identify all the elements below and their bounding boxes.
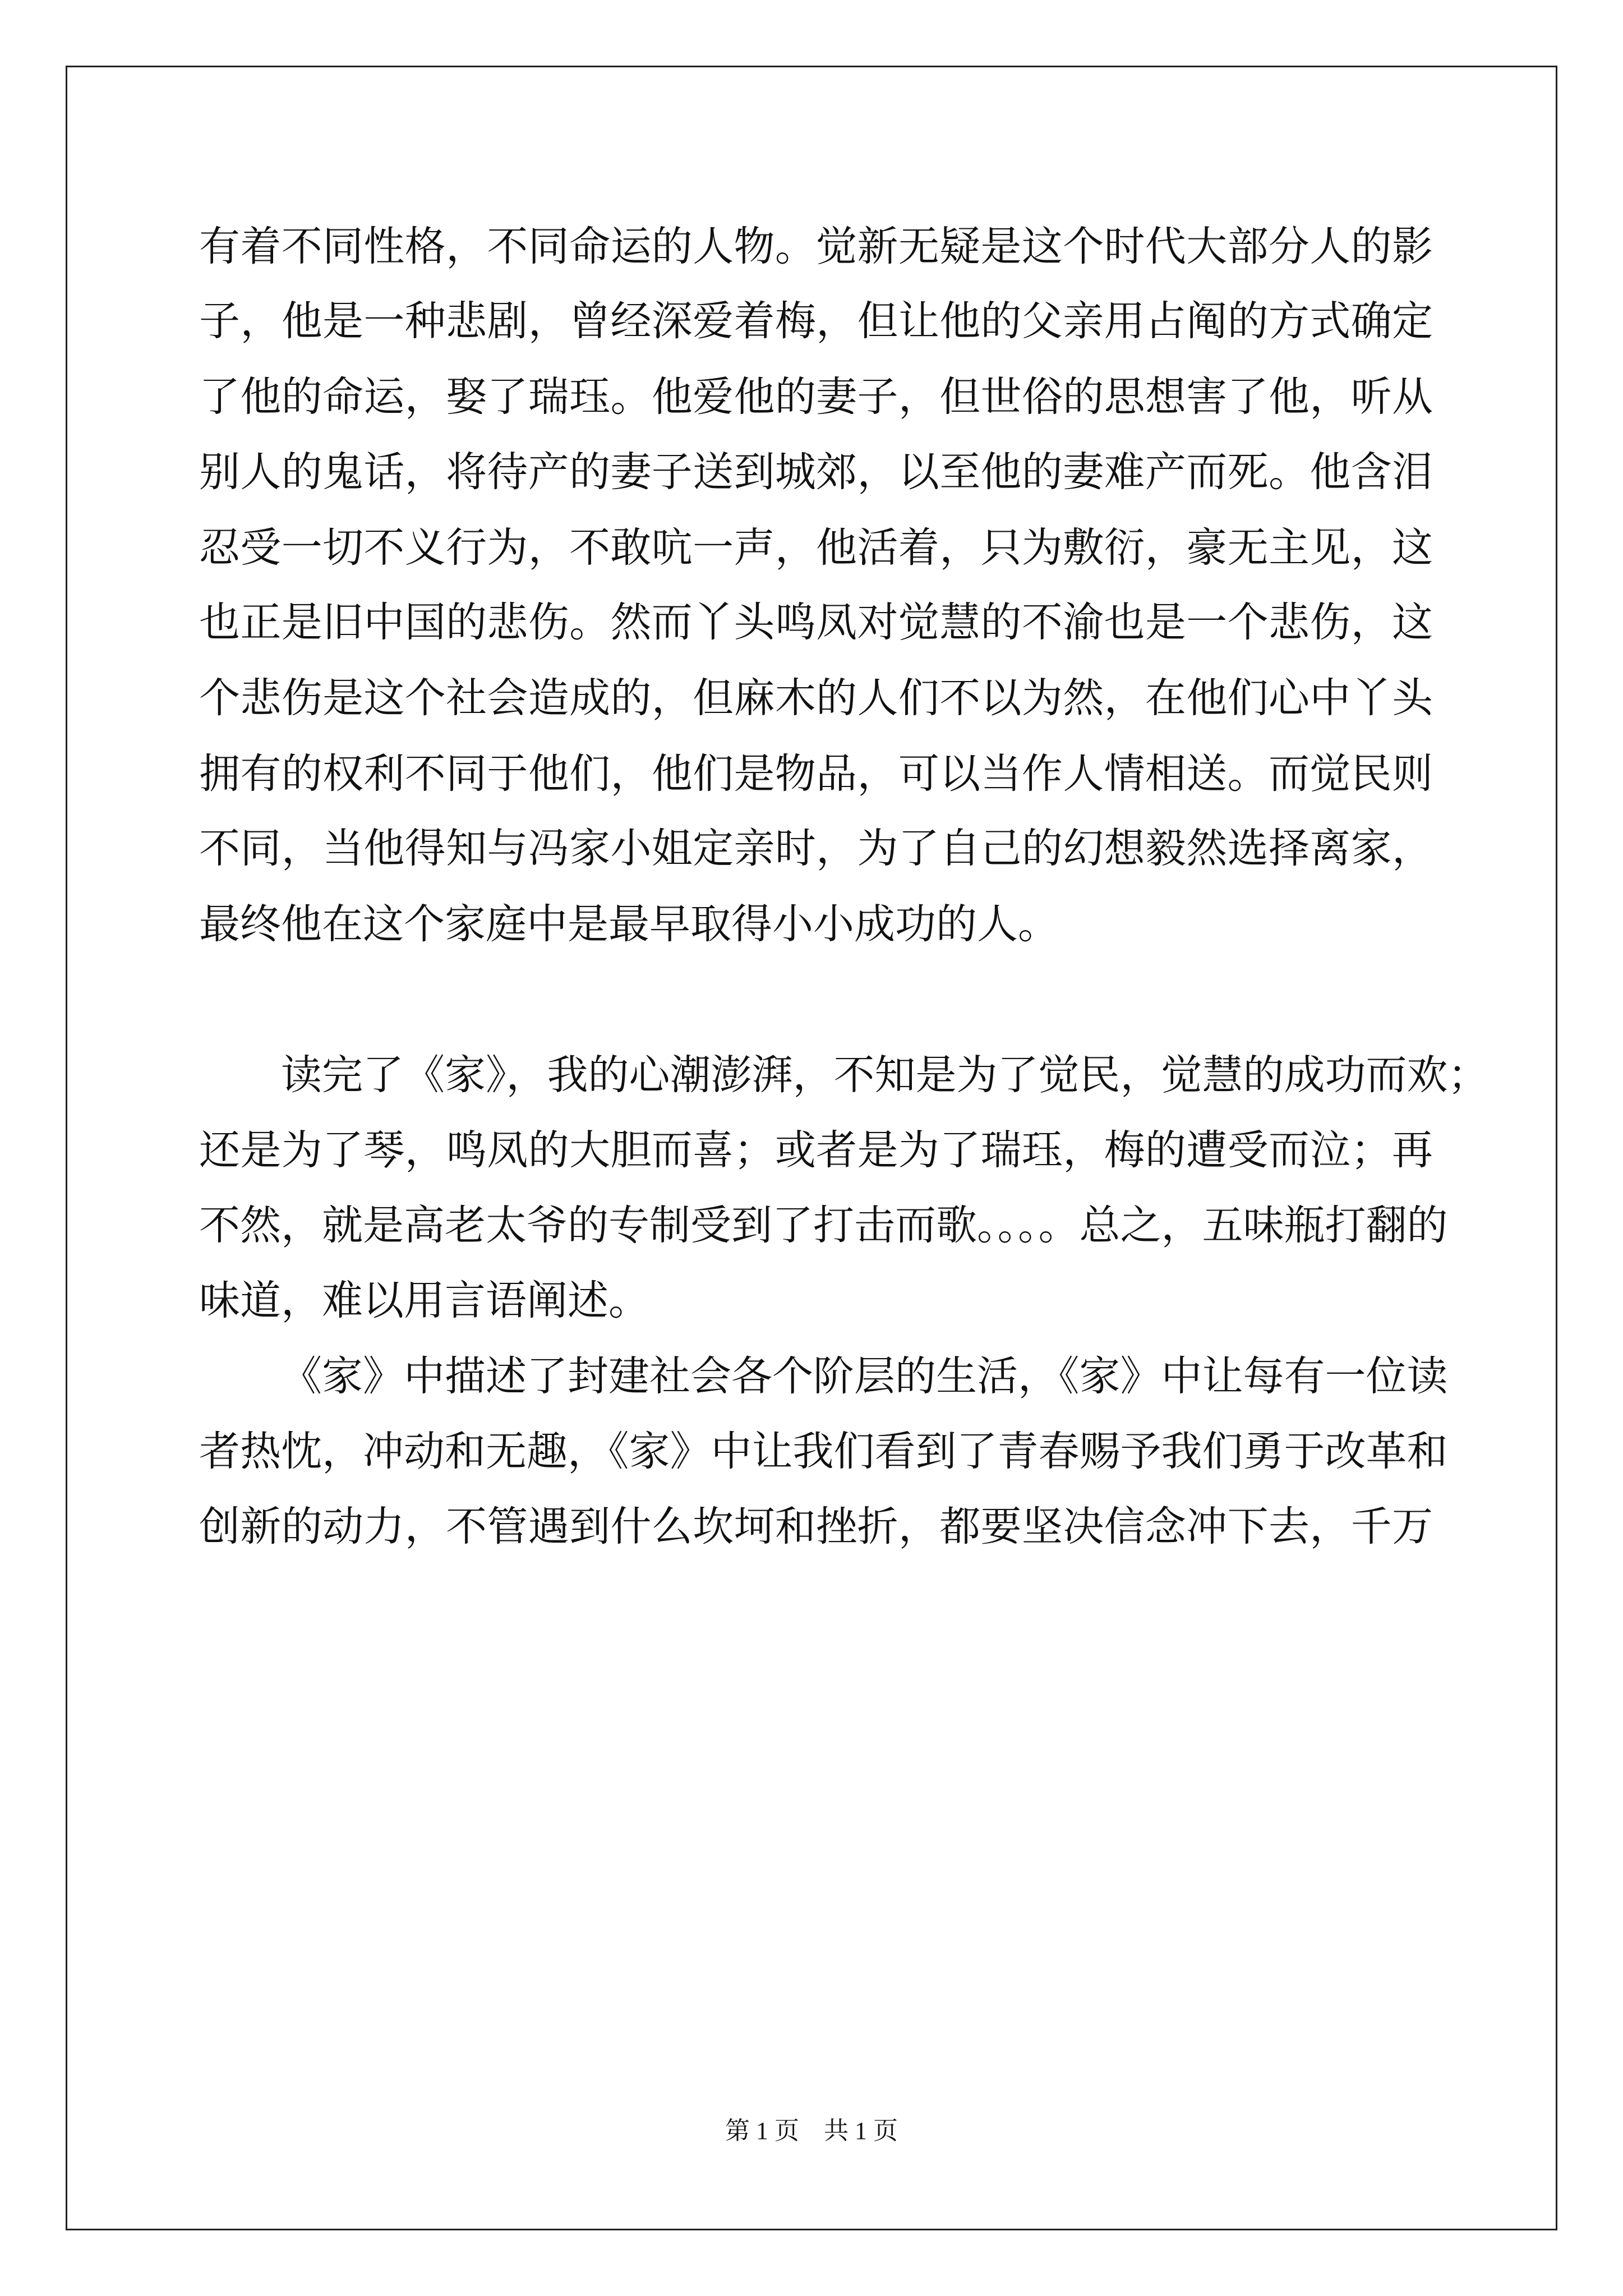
text-line: 不同，当他得知与冯家小姐定亲时，为了自己的幻想毅然选择离家， [199, 825, 1433, 872]
paragraph-first-line: 《家》中描述了封建社会各个阶层的生活，《家》中让每有一位读 [281, 1352, 1448, 1400]
text-line: 个悲伤是这个社会造成的，但麻木的人们不以为然，在他们心中丫头 [199, 674, 1433, 722]
text-line: 有着不同性格，不同命运的人物。觉新无疑是这个时代大部分人的影 [199, 223, 1433, 270]
text-line: 味道，难以用言语阐述。 [199, 1277, 649, 1324]
text-line: 忍受一切不义行为，不敢吭一声，他活着，只为敷衍，豪无主见，这 [199, 524, 1433, 572]
text-line: 者热忱，冲动和无趣，《家》中让我们看到了青春赐予我们勇于改革和 [199, 1428, 1448, 1475]
page-footer: 第 1 页 共 1 页 [725, 2117, 898, 2145]
paragraph-first-line: 读完了《家》，我的心潮澎湃，不知是为了觉民，觉慧的成功而欢； [281, 1051, 1489, 1099]
text-line: 还是为了琴，鸣凤的大胆而喜；或者是为了瑞珏，梅的遭受而泣；再 [199, 1126, 1433, 1174]
text-line: 不然，就是高老太爷的专制受到了打击而歌。。。。总之，五味瓶打翻的 [199, 1202, 1448, 1249]
text-line: 别人的鬼话，将待产的妻子送到城郊，以至他的妻难产而死。他含泪 [199, 448, 1433, 496]
text-line: 拥有的权利不同于他们，他们是物品，可以当作人情相送。而觉民则 [199, 750, 1433, 798]
text-line: 也正是旧中国的悲伤。然而丫头鸣凤对觉慧的不渝也是一个悲伤，这 [199, 599, 1433, 646]
text-line: 子，他是一种悲剧，曾经深爱着梅，但让他的父亲用占阄的方式确定 [199, 297, 1433, 345]
text-line: 了他的命运，娶了瑞珏。他爱他的妻子，但世俗的思想害了他，听从 [199, 373, 1433, 421]
text-line: 最终他在这个家庭中是最早取得小小成功的人。 [199, 900, 1059, 948]
text-line: 创新的动力，不管遇到什么坎坷和挫折，都要坚决信念冲下去，千万 [199, 1503, 1433, 1550]
